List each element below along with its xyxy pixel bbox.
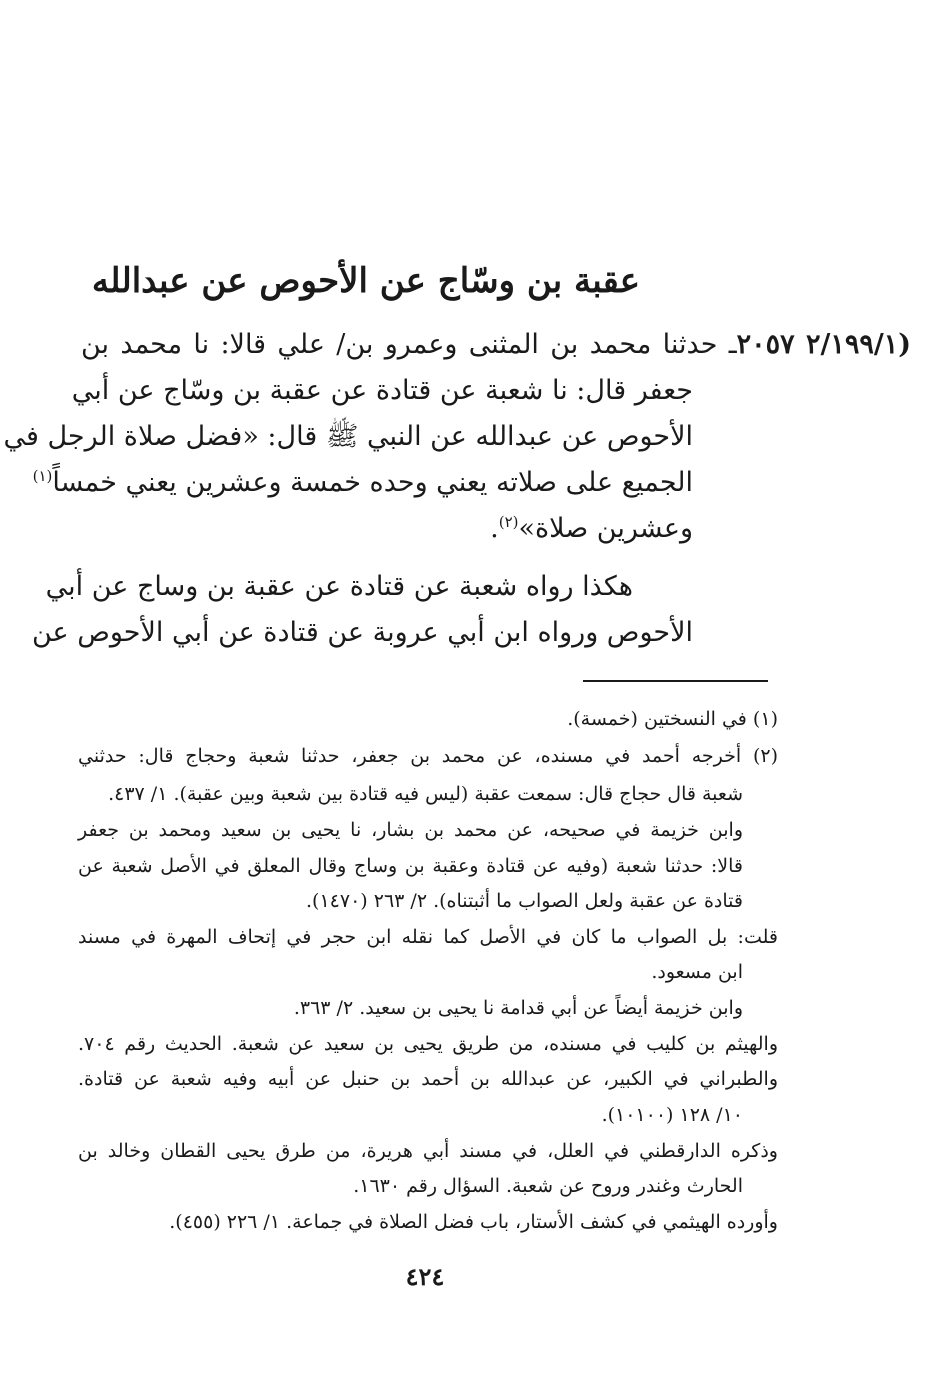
commentary-line: الأحوص ورواه ابن أبي عروبة عن قتادة عن أبي الأحوص عن: [31, 617, 693, 648]
footnote-line: والهيثم بن كليب في مسنده، من طريق يحيى بن سعيد عن شعبة. الحديث رقم ٧٠٤.: [78, 1033, 778, 1055]
hadith-text-line: [81, 506, 693, 552]
footnote-line: وابن خزيمة أيضاً عن أبي قدامة نا يحيى بن سعيد. ٢/ ٣٦٣.: [293, 997, 743, 1019]
hadith-text-segment: وعشرين صلاة»: [518, 513, 693, 544]
footnote-line: وذكره الدارقطني في العلل، في مسند أبي هريرة، من طرق يحيى القطان وخالد بن: [78, 1140, 778, 1162]
footnote-separator: [583, 680, 768, 682]
footnote-line: قالا: حدثنا شعبة (وفيه عن قتادة وعقبة بن وساج وقال المعلق في الأصل شعبة عن: [78, 855, 743, 877]
hadith-text-line: [32, 460, 693, 506]
footnote-line: الحارث وغندر وروح عن شعبة. السؤال رقم ١٦٣٠.: [353, 1175, 743, 1197]
chapter-title: عقبة بن وسّاج عن الأحوص عن عبدالله: [91, 261, 640, 301]
footnote-line: (٢) أخرجه أحمد في مسنده، عن محمد بن جعفر، حدثنا شعبة وحجاج قال: حدثني: [78, 745, 779, 767]
footnote-line: ابن مسعود.: [651, 961, 743, 983]
hadith-text-segment: الجميع على صلاته يعني وحده خمسة وعشرين يعني خمساً: [52, 467, 693, 498]
footnote-marker: (١): [32, 467, 53, 485]
page-number: ٤٢٤: [405, 1262, 445, 1291]
hadith-text-line: ـ حدثنا محمد بن المثنى وعمرو بن/ علي قالا: نا محمد بن: [81, 329, 737, 360]
footnote-line: قتادة عن عقبة ولعل الصواب ما أثبتناه). ٢/ ٢٦٣ (١٤٧٠).: [306, 890, 743, 912]
footnote-line: والطبراني في الكبير، عن عبدالله بن أحمد بن حنبل عن أبيه وفيه شعبة عن قتادة.: [78, 1068, 778, 1090]
footnote-line: (١) في النسختين (خمسة).: [567, 708, 778, 730]
footnote-line: ١٠/ ١٢٨ (١٠١٠٠).: [601, 1104, 743, 1126]
footnote-line: وابن خزيمة في صحيحه، عن محمد بن بشار، نا يحيى بن سعيد ومحمد بن جعفر: [78, 819, 743, 841]
hadith-number: ٢٠٥٧: [736, 329, 795, 360]
hadith-first-line: [81, 322, 911, 368]
footnote-line: قلت: بل الصواب ما كان في الأصل كما نقله ابن حجر في إتحاف المهرة في مسند: [78, 926, 778, 948]
footnote-line: شعبة قال حجاج قال: سمعت عقبة (ليس فيه قتادة بين شعبة وبين عقبة). ١/ ٤٣٧.: [108, 783, 743, 805]
footnote-line: وأورده الهيثمي في كشف الأستار، باب فضل الصلاة في جماعة. ١/ ٢٢٦ (٤٥٥).: [169, 1211, 778, 1233]
hadith-text-line: الأحوص عن عبدالله عن النبي ﷺ قال: «فضل صلاة الرجل في: [3, 421, 693, 452]
manuscript-reference: (٢/١٩٩/١: [805, 329, 911, 360]
period: .: [490, 513, 499, 544]
footnote-marker: (٢): [498, 513, 519, 531]
hadith-text-line: جعفر قال: نا شعبة عن قتادة عن عقبة بن وسّاج عن أبي: [71, 375, 693, 406]
commentary-line: هكذا رواه شعبة عن قتادة عن عقبة بن وساج عن أبي: [45, 571, 633, 602]
